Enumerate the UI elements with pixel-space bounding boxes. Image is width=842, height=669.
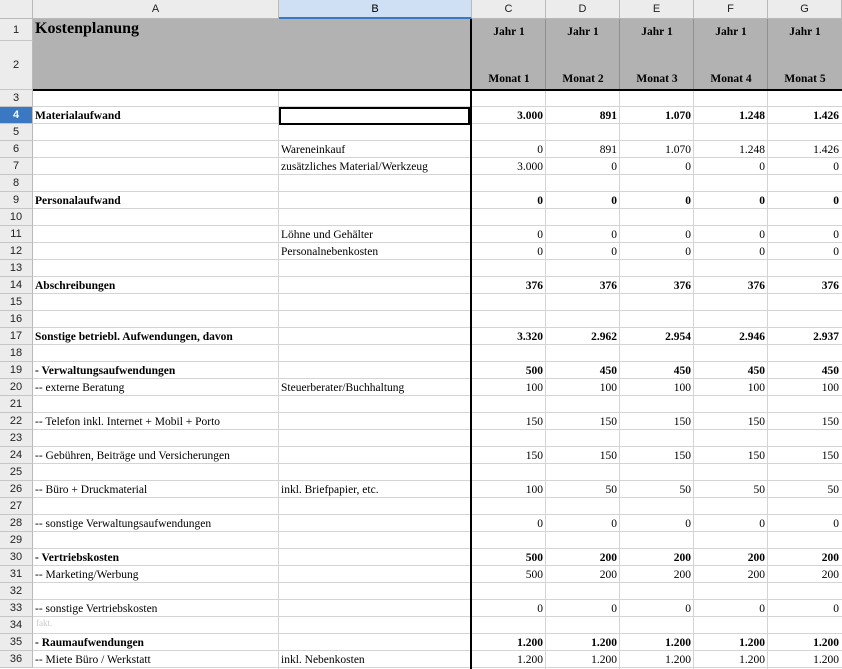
cell-e14[interactable]: 376 (673, 279, 691, 292)
cell-c36[interactable]: 1.200 (517, 653, 543, 666)
cell-c26[interactable]: 100 (525, 483, 543, 496)
table-row (33, 430, 842, 447)
cell-f9[interactable]: 0 (759, 194, 765, 207)
cell-e22[interactable]: 150 (673, 415, 691, 428)
cell-a28[interactable]: -- sonstige Verwaltungsaufwendungen (35, 517, 212, 530)
cell-a30[interactable]: - Vertriebskosten (35, 551, 120, 564)
row-number-7[interactable]: 7 (0, 158, 33, 175)
cell-f22[interactable]: 150 (747, 415, 765, 428)
cell-e17[interactable]: 2.954 (665, 330, 691, 343)
period-year-5: Jahr 1 (789, 26, 821, 38)
column-header-g[interactable]: G (768, 0, 842, 19)
cell-g20[interactable]: 100 (821, 381, 839, 394)
row-number-4[interactable]: 4 (0, 107, 33, 124)
cell-c22[interactable]: 150 (525, 415, 543, 428)
period-year-4: Jahr 1 (715, 26, 747, 38)
cell-d12[interactable]: 0 (611, 245, 617, 258)
table-row (33, 532, 842, 549)
cell-e6[interactable]: 1.070 (665, 143, 691, 156)
row-number-31[interactable]: 31 (0, 566, 33, 583)
row-number-15[interactable]: 15 (0, 294, 33, 311)
period-month-5: Monat 5 (784, 73, 826, 85)
faint-watermark-text: fakt. (36, 618, 53, 628)
cell-c24[interactable]: 150 (525, 449, 543, 462)
header-separator (767, 19, 768, 90)
cell-f20[interactable]: 100 (747, 381, 765, 394)
frozen-column-divider (470, 19, 472, 669)
row-number-14[interactable]: 14 (0, 277, 33, 294)
cell-d20[interactable]: 100 (599, 381, 617, 394)
table-row (33, 583, 842, 600)
cell-a9[interactable]: Personalaufwand (35, 194, 121, 207)
table-row (33, 90, 842, 107)
period-month-2: Monat 2 (562, 73, 604, 85)
row-number-10[interactable]: 10 (0, 209, 33, 226)
cell-g7[interactable]: 0 (833, 160, 839, 173)
cell-e26[interactable]: 50 (679, 483, 691, 496)
cell-f35[interactable]: 1.200 (739, 636, 765, 649)
period-month-1: Monat 1 (488, 73, 530, 85)
cell-b6[interactable]: Wareneinkauf (281, 143, 346, 156)
row-number-5[interactable]: 5 (0, 124, 33, 141)
cell-f17[interactable]: 2.946 (739, 330, 765, 343)
cell-c20[interactable]: 100 (525, 381, 543, 394)
cell-f26[interactable]: 50 (753, 483, 765, 496)
cell-d33[interactable]: 0 (611, 602, 617, 615)
cell-d19[interactable]: 450 (599, 364, 617, 377)
period-year-1: Jahr 1 (493, 26, 525, 38)
cell-g31[interactable]: 200 (821, 568, 839, 581)
cell-f36[interactable]: 1.200 (739, 653, 765, 666)
cell-b7[interactable]: zusätzliches Material/Werkzeug (281, 160, 428, 173)
row-number-18[interactable]: 18 (0, 345, 33, 362)
cell-a36[interactable]: -- Miete Büro / Werkstatt (35, 653, 151, 666)
column-header-d[interactable]: D (546, 0, 620, 19)
cell-c33[interactable]: 0 (537, 602, 543, 615)
cell-d26[interactable]: 50 (605, 483, 617, 496)
table-row (33, 464, 842, 481)
cell-f12[interactable]: 0 (759, 245, 765, 258)
cell-a20[interactable]: -- externe Beratung (35, 381, 125, 394)
cell-e20[interactable]: 100 (673, 381, 691, 394)
table-row (33, 498, 842, 515)
cell-c19[interactable]: 500 (525, 364, 543, 377)
cell-f19[interactable]: 450 (747, 364, 765, 377)
row-number-34[interactable]: 34 (0, 617, 33, 634)
cell-g6[interactable]: 1.426 (813, 143, 839, 156)
cell-g33[interactable]: 0 (833, 602, 839, 615)
cell-e31[interactable]: 200 (673, 568, 691, 581)
cell-e19[interactable]: 450 (673, 364, 691, 377)
row-number-12[interactable]: 12 (0, 243, 33, 260)
cell-e4[interactable]: 1.070 (665, 109, 691, 122)
cell-g19[interactable]: 450 (821, 364, 839, 377)
cell-e35[interactable]: 1.200 (665, 636, 691, 649)
row-number-13[interactable]: 13 (0, 260, 33, 277)
header-separator (619, 19, 620, 90)
cell-f6[interactable]: 1.248 (739, 143, 765, 156)
row-number-26[interactable]: 26 (0, 481, 33, 498)
row-number-17[interactable]: 17 (0, 328, 33, 345)
header-separator (693, 19, 694, 90)
row-number-23[interactable]: 23 (0, 430, 33, 447)
column-header-a[interactable]: A (33, 0, 279, 19)
table-row (33, 311, 842, 328)
cell-f4[interactable]: 1.248 (739, 109, 765, 122)
select-all-corner[interactable] (0, 0, 33, 19)
row-number-35[interactable]: 35 (0, 634, 33, 651)
row-number-36[interactable]: 36 (0, 651, 33, 668)
period-year-2: Jahr 1 (567, 26, 599, 38)
cell-d4[interactable]: 891 (599, 109, 617, 122)
cell-a4[interactable]: Materialaufwand (35, 109, 121, 122)
cell-b26[interactable]: inkl. Briefpapier, etc. (281, 483, 379, 496)
cell-g24[interactable]: 150 (821, 449, 839, 462)
cell-c6[interactable]: 0 (537, 143, 543, 156)
cell-d31[interactable]: 200 (599, 568, 617, 581)
column-header-f[interactable]: F (694, 0, 768, 19)
cell-e11[interactable]: 0 (685, 228, 691, 241)
cell-g12[interactable]: 0 (833, 245, 839, 258)
cell-g4[interactable]: 1.426 (813, 109, 839, 122)
cell-b20[interactable]: Steuerberater/Buchhaltung (281, 381, 405, 394)
cell-d24[interactable]: 150 (599, 449, 617, 462)
row-number-1[interactable]: 1 (0, 19, 33, 41)
row-number-28[interactable]: 28 (0, 515, 33, 532)
cell-e28[interactable]: 0 (685, 517, 691, 530)
row-number-29[interactable]: 29 (0, 532, 33, 549)
header-bottom-border (33, 89, 842, 91)
cell-f11[interactable]: 0 (759, 228, 765, 241)
row-number-9[interactable]: 9 (0, 192, 33, 209)
cell-d7[interactable]: 0 (611, 160, 617, 173)
cell-a19[interactable]: - Verwaltungsaufwendungen (35, 364, 176, 377)
row-number-22[interactable]: 22 (0, 413, 33, 430)
grid-line (767, 90, 768, 669)
cell-g17[interactable]: 2.937 (813, 330, 839, 343)
cell-d6[interactable]: 891 (599, 143, 617, 156)
row-number-20[interactable]: 20 (0, 379, 33, 396)
row-number-32[interactable]: 32 (0, 583, 33, 600)
cell-g35[interactable]: 1.200 (813, 636, 839, 649)
cell-c17[interactable]: 3.320 (517, 330, 543, 343)
cell-e30[interactable]: 200 (673, 551, 691, 564)
grid-line (619, 90, 620, 669)
cell-a22[interactable]: -- Telefon inkl. Internet + Mobil + Porto (35, 415, 221, 428)
cell-c31[interactable]: 500 (525, 568, 543, 581)
column-header-e[interactable]: E (620, 0, 694, 19)
table-row (33, 294, 842, 311)
row-number-8[interactable]: 8 (0, 175, 33, 192)
column-header-c[interactable]: C (472, 0, 546, 19)
cell-g22[interactable]: 150 (821, 415, 839, 428)
cell-c11[interactable]: 0 (537, 228, 543, 241)
cell-f24[interactable]: 150 (747, 449, 765, 462)
period-month-3: Monat 3 (636, 73, 678, 85)
cell-a26[interactable]: -- Büro + Druckmaterial (35, 483, 148, 496)
cell-c35[interactable]: 1.200 (517, 636, 543, 649)
cell-c7[interactable]: 3.000 (517, 160, 543, 173)
row-number-21[interactable]: 21 (0, 396, 33, 413)
cell-a14[interactable]: Abschreibungen (35, 279, 116, 292)
cell-f31[interactable]: 200 (747, 568, 765, 581)
cell-g30[interactable]: 200 (821, 551, 839, 564)
table-row (33, 617, 842, 634)
cell-e24[interactable]: 150 (673, 449, 691, 462)
cell-c12[interactable]: 0 (537, 245, 543, 258)
row-number-11[interactable]: 11 (0, 226, 33, 243)
grid-line (693, 90, 694, 669)
grid-line (278, 90, 279, 669)
cell-d36[interactable]: 1.200 (591, 653, 617, 666)
row-number-30[interactable]: 30 (0, 549, 33, 566)
cell-e33[interactable]: 0 (685, 602, 691, 615)
table-row (33, 345, 842, 362)
row-number-24[interactable]: 24 (0, 447, 33, 464)
cell-c28[interactable]: 0 (537, 517, 543, 530)
row-number-6[interactable]: 6 (0, 141, 33, 158)
cell-c14[interactable]: 376 (525, 279, 543, 292)
cell-b11[interactable]: Löhne und Gehälter (281, 228, 373, 241)
cell-g28[interactable]: 0 (833, 517, 839, 530)
row-number-3[interactable]: 3 (0, 90, 33, 107)
cell-g14[interactable]: 376 (821, 279, 839, 292)
cell-c9[interactable]: 0 (537, 194, 543, 207)
cell-d30[interactable]: 200 (599, 551, 617, 564)
cell-f33[interactable]: 0 (759, 602, 765, 615)
cell-d17[interactable]: 2.962 (591, 330, 617, 343)
cell-a33[interactable]: -- sonstige Vertriebskosten (35, 602, 158, 615)
row-number-19[interactable]: 19 (0, 362, 33, 379)
cell-c30[interactable]: 500 (525, 551, 543, 564)
cell-e12[interactable]: 0 (685, 245, 691, 258)
cell-g9[interactable]: 0 (833, 194, 839, 207)
row-number-27[interactable]: 27 (0, 498, 33, 515)
cell-e7[interactable]: 0 (685, 160, 691, 173)
row-number-2[interactable]: 2 (0, 41, 33, 90)
header-separator (545, 19, 546, 90)
cell-g36[interactable]: 1.200 (813, 653, 839, 666)
active-cell-b4[interactable] (279, 107, 470, 125)
table-row (33, 175, 842, 192)
cell-a24[interactable]: -- Gebühren, Beiträge und Versicherungen (35, 449, 230, 462)
table-row (33, 124, 842, 141)
cell-d14[interactable]: 376 (599, 279, 617, 292)
table-row (33, 260, 842, 277)
cell-a31[interactable]: -- Marketing/Werbung (35, 568, 139, 581)
cell-d28[interactable]: 0 (611, 517, 617, 530)
cell-a17[interactable]: Sonstige betriebl. Aufwendungen, davon (35, 330, 233, 343)
cell-g26[interactable]: 50 (827, 483, 839, 496)
cell-f7[interactable]: 0 (759, 160, 765, 173)
sheet-title[interactable]: Kostenplanung (35, 20, 140, 37)
cell-d22[interactable]: 150 (599, 415, 617, 428)
cell-b36[interactable]: inkl. Nebenkosten (281, 653, 365, 666)
row-number-33[interactable]: 33 (0, 600, 33, 617)
cell-b12[interactable]: Personalnebenkosten (281, 245, 379, 258)
table-row (33, 209, 842, 226)
cell-d9[interactable]: 0 (611, 194, 617, 207)
column-header-b[interactable]: B (279, 0, 472, 19)
cell-d11[interactable]: 0 (611, 228, 617, 241)
cell-c4[interactable]: 3.000 (517, 109, 543, 122)
cell-f30[interactable]: 200 (747, 551, 765, 564)
cell-f28[interactable]: 0 (759, 517, 765, 530)
period-month-4: Monat 4 (710, 73, 752, 85)
cell-d35[interactable]: 1.200 (591, 636, 617, 649)
row-number-25[interactable]: 25 (0, 464, 33, 481)
cell-g11[interactable]: 0 (833, 228, 839, 241)
cell-e36[interactable]: 1.200 (665, 653, 691, 666)
grid-line (545, 90, 546, 669)
row-number-16[interactable]: 16 (0, 311, 33, 328)
period-year-3: Jahr 1 (641, 26, 673, 38)
cell-a35[interactable]: - Raumaufwendungen (35, 636, 144, 649)
cell-f14[interactable]: 376 (747, 279, 765, 292)
table-row (33, 396, 842, 413)
cell-e9[interactable]: 0 (685, 194, 691, 207)
